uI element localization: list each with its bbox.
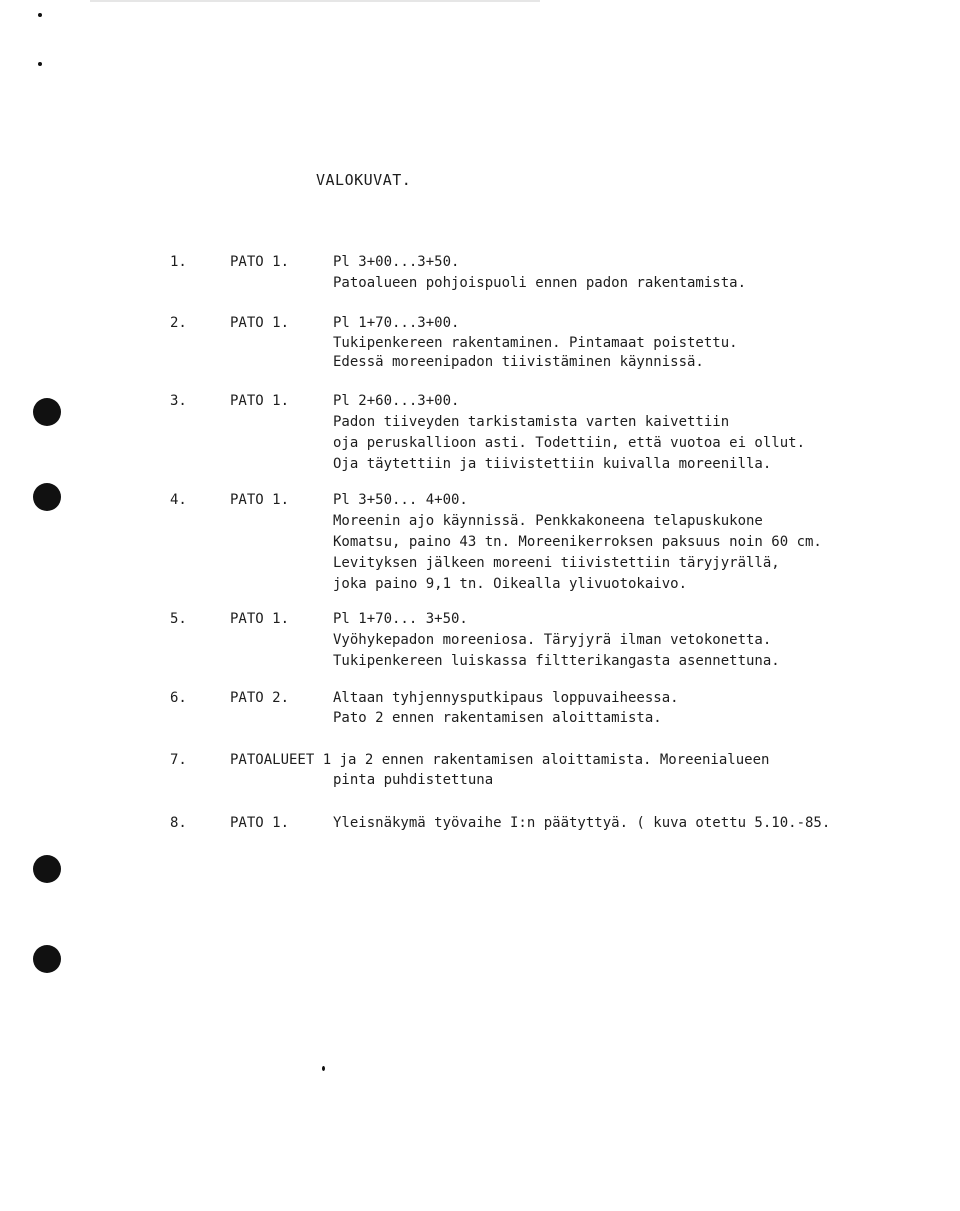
item-line: Altaan tyhjennysputkipaus loppuvaiheessa. — [333, 690, 679, 706]
item-line: Pl 1+70...3+00. — [333, 315, 460, 331]
item-pato: PATO 1. — [230, 254, 290, 270]
punch-hole — [33, 855, 61, 883]
item-line: Pl 1+70... 3+50. — [333, 611, 468, 627]
punch-hole — [33, 398, 61, 426]
item-line: Padon tiiveyden tarkistamista varten kaivettiin — [333, 414, 730, 430]
item-line: Komatsu, paino 43 tn. Moreenikerroksen paksuus noin 60 cm. — [333, 534, 822, 550]
item-line: Yleisnäkymä työvaihe I:n päätyttyä. ( kuva otettu 5.10.-85. — [333, 815, 831, 831]
item-line: Oja täytettiin ja tiivistettiin kuivalla moreenilla. — [333, 456, 772, 472]
item-pato: PATOALUEET 1 ja 2 ennen rakentamisen aloittamista. Moreenialueen — [230, 752, 770, 768]
item-line: Pl 2+60...3+00. — [333, 393, 460, 409]
punch-hole — [33, 483, 61, 511]
item-number: 3. — [170, 393, 187, 409]
item-number: 5. — [170, 611, 187, 627]
scan-speck — [322, 1066, 325, 1071]
item-line: Vyöhykepadon moreeniosa. Täryjyrä ilman vetokonetta. — [333, 632, 772, 648]
scan-speck — [38, 13, 42, 17]
item-number: 4. — [170, 492, 187, 508]
item-number: 2. — [170, 315, 187, 331]
item-line: Pl 3+00...3+50. — [333, 254, 460, 270]
item-line: joka paino 9,1 tn. Oikealla ylivuotokaivo. — [333, 576, 688, 592]
item-pato: PATO 2. — [230, 690, 290, 706]
scan-speck — [38, 62, 42, 66]
page-title: VALOKUVAT. — [316, 171, 412, 189]
item-pato: PATO 1. — [230, 815, 290, 831]
punch-hole — [33, 945, 61, 973]
item-number: 1. — [170, 254, 187, 270]
item-line: Levityksen jälkeen moreeni tiivistettiin täryjyrällä, — [333, 555, 780, 571]
item-line: Tukipenkereen luiskassa filtterikangasta asennettuna. — [333, 653, 780, 669]
item-number: 6. — [170, 690, 187, 706]
item-line: pinta puhdistettuna — [333, 772, 494, 788]
item-number: 8. — [170, 815, 187, 831]
item-pato: PATO 1. — [230, 492, 290, 508]
item-pato: PATO 1. — [230, 393, 290, 409]
item-pato: PATO 1. — [230, 315, 290, 331]
item-line: Patoalueen pohjoispuoli ennen padon rakentamista. — [333, 275, 747, 291]
item-line: Pl 3+50... 4+00. — [333, 492, 468, 508]
item-line: Tukipenkereen rakentaminen. Pintamaat poistettu. — [333, 335, 738, 351]
item-line: Edessä moreenipadon tiivistäminen käynnissä. — [333, 354, 704, 370]
item-line: Moreenin ajo käynnissä. Penkkakoneena telapuskukone — [333, 513, 763, 529]
scan-edge-line — [90, 0, 540, 2]
item-line: Pato 2 ennen rakentamisen aloittamista. — [333, 710, 662, 726]
item-line: oja peruskallioon asti. Todettiin, että vuotoa ei ollut. — [333, 435, 806, 451]
item-number: 7. — [170, 752, 187, 768]
item-pato: PATO 1. — [230, 611, 290, 627]
